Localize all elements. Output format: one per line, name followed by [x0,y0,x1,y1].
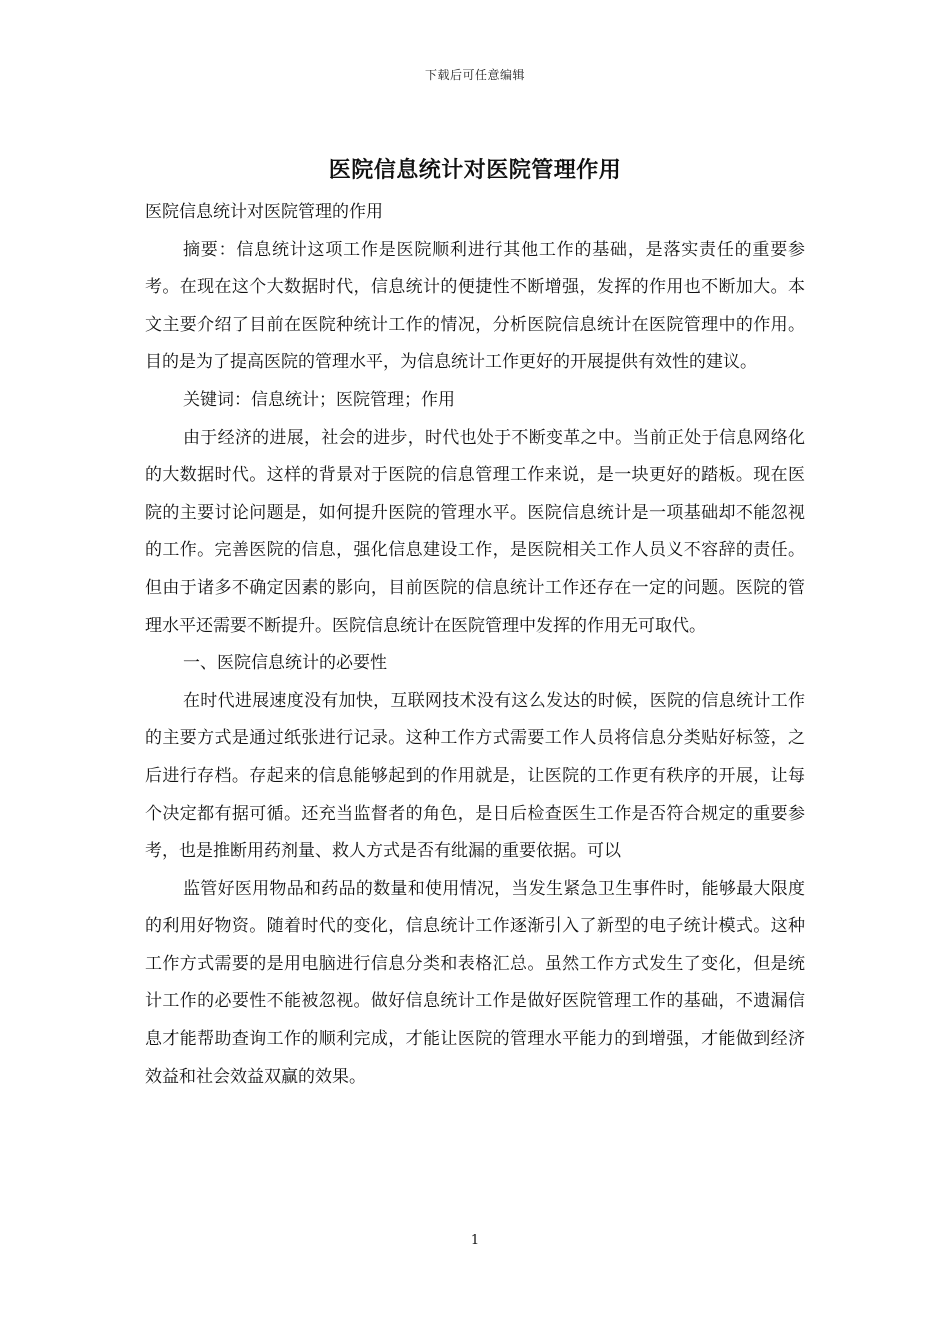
intro-paragraph: 由于经济的进展，社会的进步，时代也处于不断变革之中。当前正处于信息网络化的大数据时代。这样的背景对于医院的信息管理工作来说，是一块更好的踏板。现在医院的主要讨论问题是，如何提升医院的管理水平。医院信息统计是一项基础却不能忽视的工作。完善医院的信息，强化信息建设工作，是医院相关工作人员义不容辞的责任。但由于诸多不确定因素的影向，目前医院的信息统计工作还存在一定的问题。医院的管理水平还需要不断提升。医院信息统计在医院管理中发挥的作用无可取代。 [145,427,805,636]
section-paragraph-1: 在时代进展速度没有加快，互联网技术没有这么发达的时候，医院的信息统计工作的主要方式是通过纸张进行记录。这种工作方式需要工作人员将信息分类贴好标签，之后进行存档。存起来的信息能够起到的作用就是，让医院的工作更有秩序的开展，让每个决定都有据可循。还充当监督者的角色，是日后检查医生工作是否符合规定的重要参考，也是推断用药剂量、救人方式是否有纰漏的重要依据。可以 [145,690,805,862]
section-heading: 一、医院信息统计的必要性 [183,653,387,674]
page-number: 1 [470,1233,480,1248]
keywords-line: 关键词：信息统计；医院管理；作用 [183,389,455,410]
document-subtitle: 医院信息统计对医院管理的作用 [145,202,383,222]
document-title: 医院信息统计对医院管理作用 [328,157,622,183]
section-paragraph-2: 监管好医用物品和药品的数量和使用情况，当发生紧急卫生事件时，能够最大限度的利用好物资。随着时代的变化，信息统计工作逐渐引入了新型的电子统计模式。这种工作方式需要的是用电脑进行信息分类和表格汇总。虽然工作方式发生了变化，但是统计工作的必要性不能被忽视。做好信息统计工作是做好医院管理工作的基础，不遗漏信息才能帮助查询工作的顺利完成，才能让医院的管理水平能力的到增强，才能做到经济效益和社会效益双赢的效果。 [145,878,805,1087]
page-header-note: 下载后可任意编辑 [424,68,525,82]
abstract-paragraph: 摘要：信息统计这项工作是医院顺利进行其他工作的基础，是落实责任的重要参考。在现在这个大数据时代，信息统计的便捷性不断增强，发挥的作用也不断加大。本文主要介绍了目前在医院种统计工作的情况，分析医院信息统计在医院管理中的作用。目的是为了提高医院的管理水平，为信息统计工作更好的开展提供有效性的建议。 [145,239,805,373]
document-body [145,194,805,1096]
